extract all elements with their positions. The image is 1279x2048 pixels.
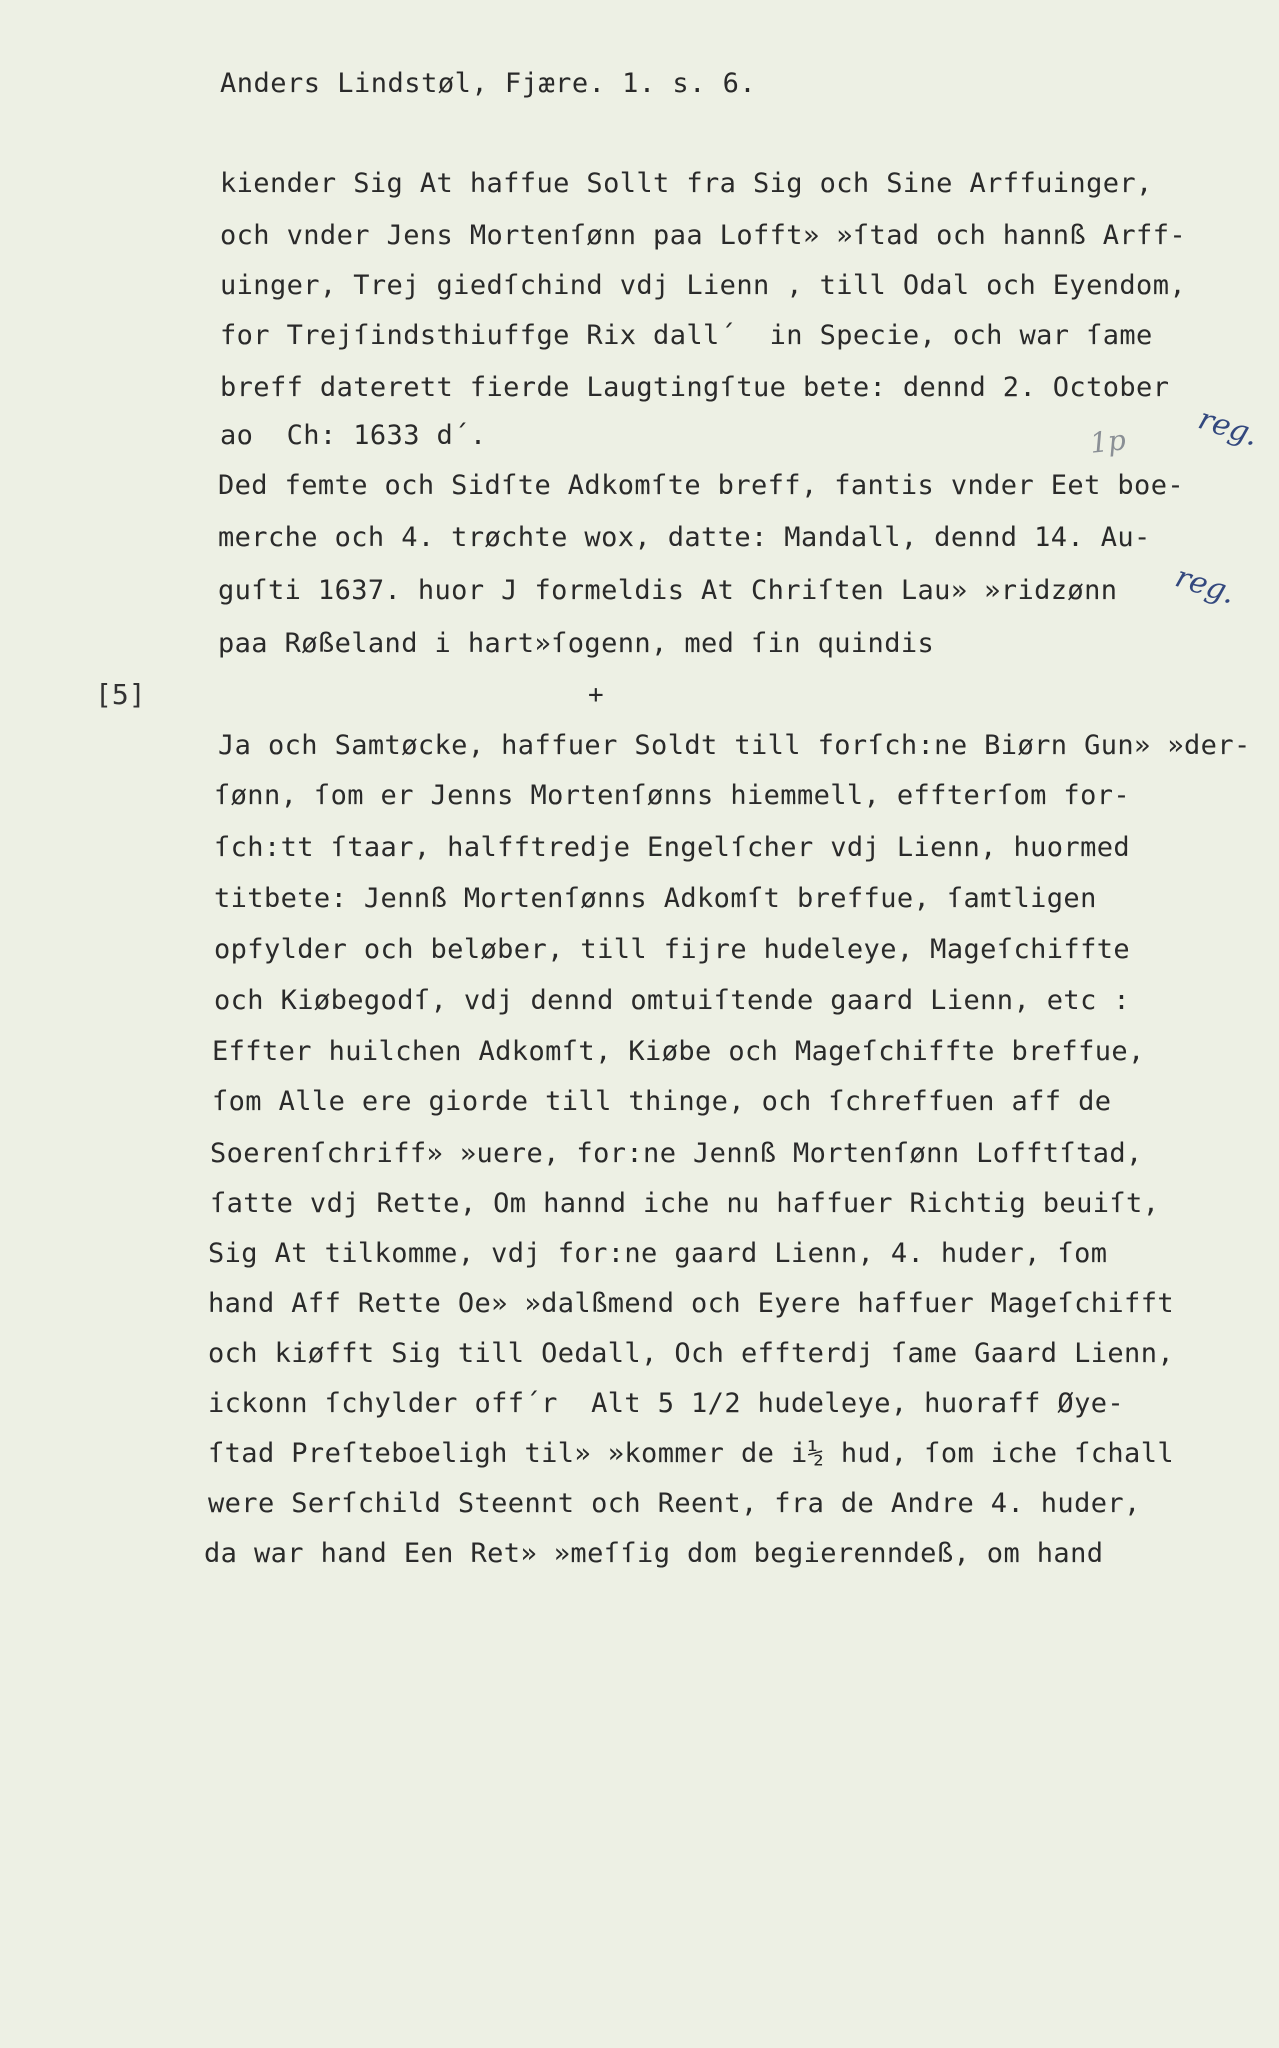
margin-note-reg: reg. <box>1194 401 1263 454</box>
body-line: for Trejſindsthiuffge Rix dall´ in Specie, och war ſame <box>220 320 1153 351</box>
margin-page-number: [5] <box>95 678 146 711</box>
body-line: ſtad Preſteboeligh til» »kommer de i½ hud, ſom iche ſchall <box>208 1438 1175 1469</box>
body-line: were Serſchild Steennt och Reent, fra de Andre 4. huder, <box>208 1488 1141 1519</box>
body-line: ickonn ſchylder off´r Alt 5 1/2 hudeleye, huoraff Øye- <box>208 1388 1125 1419</box>
body-line: ſatte vdj Rette, Om hannd iche nu haffuer Richtig beuiſt, <box>210 1188 1160 1219</box>
body-line: ſch:tt ſtaar, halfftredje Engelſcher vdj Lienn, huormed <box>214 832 1131 863</box>
body-line: merche och 4. trøchte wox, datte: Mandall, dennd 14. Au- <box>218 522 1151 553</box>
body-line: breff daterett fierde Laugtingſtue bete: dennd 2. October <box>220 372 1170 403</box>
margin-note-faint: 1p <box>1088 423 1128 460</box>
body-line: Ded femte och Sidſte Adkomſte breff, fantis vnder Eet boe- <box>218 470 1185 501</box>
body-line: Soerenſchriff» »uere, for:ne Jennß Mortenſønn Lofftſtad, <box>210 1138 1143 1169</box>
margin-note-reg: reg. <box>1171 559 1240 612</box>
body-line: Sig At tilkomme, vdj for:ne gaard Lienn, 4. huder, ſom <box>208 1238 1108 1269</box>
body-line: titbete: Jennß Mortenſønns Adkomſt breffue, ſamtligen <box>214 883 1097 914</box>
body-line: guſti 1637. huor J formeldis At Chriſten Lau» »ridzønn <box>218 575 1118 606</box>
body-line: kiender Sig At haffue Sollt fra Sig och Sine Arffuinger, <box>220 168 1153 199</box>
body-line: Effter huilchen Adkomſt, Kiøbe och Mageſchiffte breffue, <box>212 1036 1145 1067</box>
body-line: och Kiøbegodſ, vdj dennd omtuiſtende gaard Lienn, etc : <box>214 985 1131 1016</box>
body-line: hand Aff Rette Oe» »dalßmend och Eyere haffuer Mageſchifft <box>208 1288 1175 1319</box>
body-line: da war hand Een Ret» »meſſig dom begierenndeß, om hand <box>204 1538 1104 1569</box>
body-line: ſønn, ſom er Jenns Mortenſønns hiemmell, effterſom for- <box>214 780 1131 811</box>
body-line: ao Ch: 1633 d´. <box>220 420 487 451</box>
body-line: och vnder Jens Mortenſønn paa Lofft» »ſtad och hannß Arff- <box>220 220 1187 251</box>
body-line: och kiøfft Sig till Oedall, Och effterdj ſame Gaard Lienn, <box>208 1338 1175 1369</box>
body-line: uinger, Trej giedſchind vdj Lienn , till Odal och Eyendom, <box>220 270 1187 301</box>
body-line: opfylder och beløber, till fijre hudeleye, Mageſchiffte <box>214 934 1131 965</box>
insertion-mark: + <box>588 680 604 710</box>
document-heading: Anders Lindstøl, Fjære. 1. s. 6. <box>220 68 757 99</box>
body-line: Ja och Samtøcke, haffuer Soldt till forſch:ne Biørn Gun» »der- <box>218 730 1251 761</box>
body-line: paa Røßeland i hart»ſogenn, med ſin quindis <box>218 628 935 659</box>
body-line: ſom Alle ere giorde till thinge, och ſchreffuen aff de <box>212 1086 1112 1117</box>
